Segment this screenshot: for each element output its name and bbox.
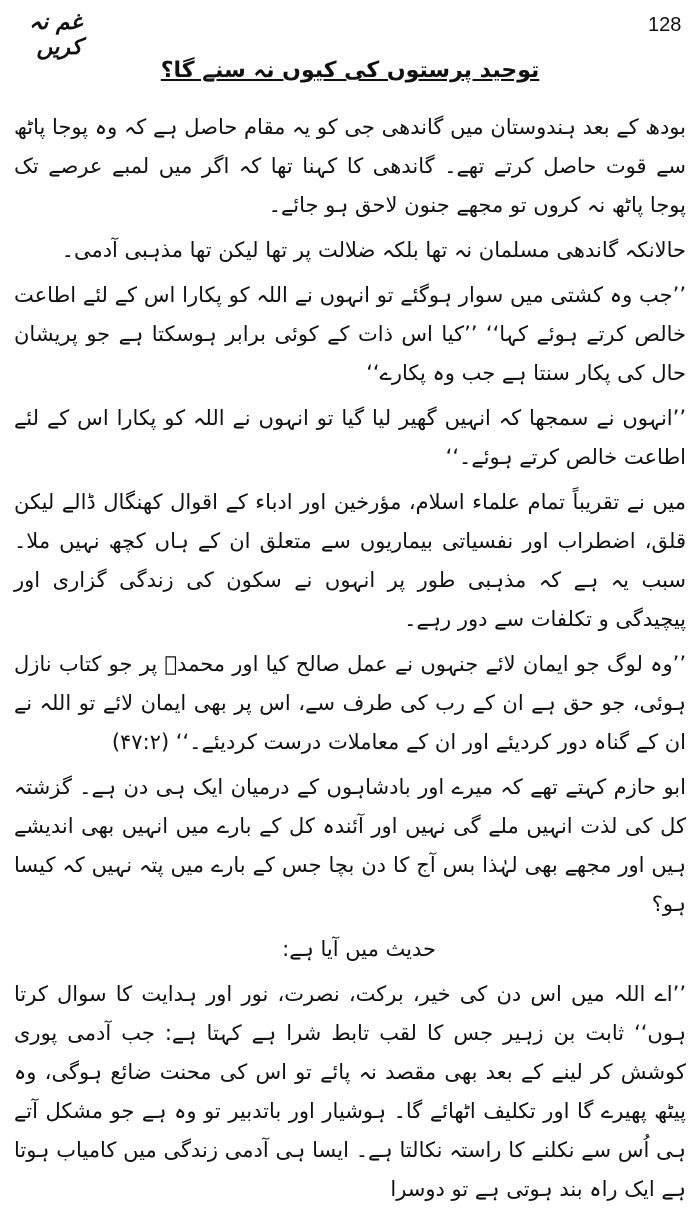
running-book-title: غم نہ کریں xyxy=(29,10,82,60)
paragraph-abu-hazim: ابو حازم کہتے تھے کہ میرے اور بادشاہوں کے درمیان ایک ہی دن ہے۔ گزشتہ کل کی لذت انہیں ملے گی نہیں اور آئندہ کل کے بارے میں انہیں بھی اندیشے ہیں اور مجھے بھی لہٰذا بس آج کا دن بچا جس کے بارے میں پتہ نہیں کہ کیسا ہو؟ xyxy=(14,775,686,916)
paragraph-supplication: ’’اے اللہ میں اس دن کی خیر، برکت، نصرت، نور اور ہدایت کا سوال کرتا ہوں‘‘ ثابت بن زہیر جس کا لقب تابط شرا ہے کہتا ہے: جب آدمی پوری کوشش کر لینے کے بعد بھی مقصد نہ پائے تو اس کی محنت ضائع ہوگی، وہ پیٹھ پھیرے گا اور تکلیف اٹھائے گا۔ ہوشیار اور باتدبیر تو وہ ہے جو مشکل آتے ہی اُس سے نکلنے کا راستہ نکالتا ہے۔ ایسا ہی آدمی زندگی میں کامیاب ہوتا ہے ایک راہ بند ہوتی ہے تو دوسرا xyxy=(14,982,686,1201)
body-text xyxy=(14,108,686,1215)
page-number: 128 xyxy=(648,14,682,36)
page-header xyxy=(0,0,700,60)
quote-believers: ’’وہ لوگ جو ایمان لائے جنہوں نے عمل صالح کیا اور محمدؐ پر جو کتاب نازل ہوئی، جو حق ہے ان کے رب کی طرف سے، اس پر بھی ایمان لائے تو اللہ نے ان کے گناہ دور کردیئے اور ان کے معاملات درست کردیئے۔‘‘ (۴۷:۲) xyxy=(14,652,686,754)
paragraph-gandhi: بودھ کے بعد ہندوستان میں گاندھی جی کو یہ مقام حاصل ہے کہ وہ پوجا پاٹھ سے قوت حاصل کرتے تھے۔ گاندھی کا کہنا تھا کہ اگر میں لمبے عرصے تک پوجا پاٹھ نہ کروں تو مجھے جنون لاحق ہو جائے۔ xyxy=(14,115,686,217)
quote-boat: ’’جب وہ کشتی میں سوار ہوگئے تو انہوں نے اللہ کو پکارا اس کے لئے اطاعت خالص کرتے ہوئے کہا‘‘ ’’کیا اس ذات کے کوئی برابر ہوسکتا ہے جو پریشان حال کی پکار سنتا ہے جب وہ پکارے‘‘ xyxy=(14,283,686,385)
quote-surrounded: ’’انہوں نے سمجھا کہ انہیں گھیر لیا گیا تو انہوں نے اللہ کو پکارا اس کے لئے اطاعت خالص کرتے ہوئے۔‘‘ xyxy=(14,406,686,469)
hadith-intro: حدیث میں آیا ہے: xyxy=(282,937,436,961)
paragraph-scholars: میں نے تقریباً تمام علماء اسلام، مؤرخین اور ادباء کے اقوال کھنگال ڈالے لیکن قلق، اضطراب اور نفسیاتی بیماریوں سے متعلق ان کے ہاں کچھ نہیں ملا۔ سبب یہ ہے کہ مذہبی طور پر انہوں نے سکون کی زندگی گزاری اور پیچیدگی و تکلفات سے دور رہے۔ xyxy=(14,490,686,631)
chapter-title: توحید پرستوں کی کیوں نہ سنے گا؟ xyxy=(160,58,540,83)
paragraph-gandhi-note: حالانکہ گاندھی مسلمان نہ تھا بلکہ ضلالت پر تھا لیکن تھا مذہبی آدمی۔ xyxy=(61,238,686,262)
